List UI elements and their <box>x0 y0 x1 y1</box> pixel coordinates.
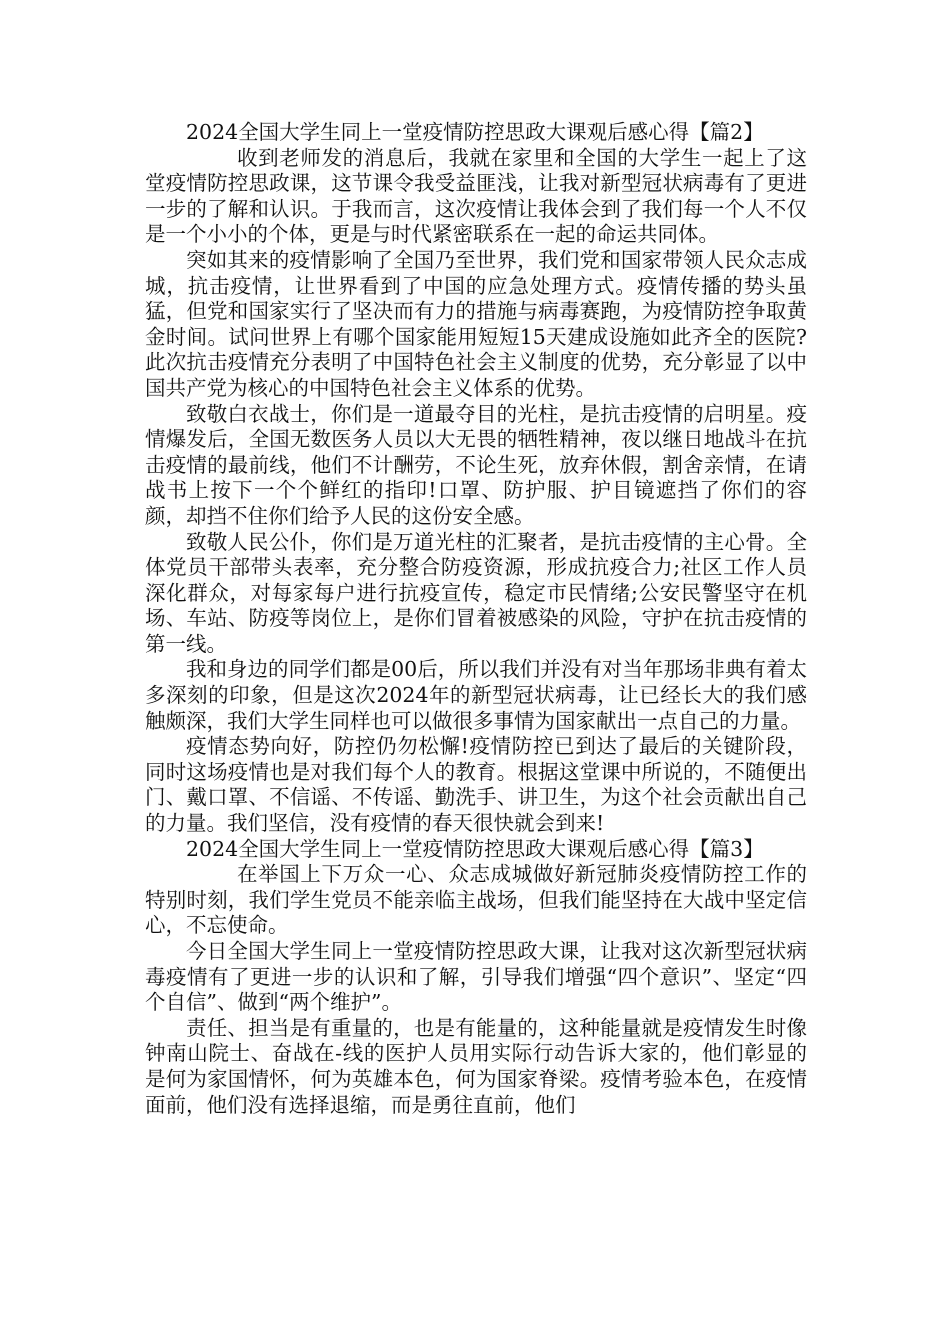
paragraph: 今日全国大学生同上一堂疫情防控思政大课，让我对这次新型冠状病毒疫情有了更进一步的认识和了解，引导我们增强“四个意识”、坚定“四个自信”、做到“两个维护”。 <box>145 939 807 1015</box>
paragraph: 在举国上下万众一心、众志成城做好新冠肺炎疫情防控工作的特别时刻，我们学生党员不能亲临主战场，但我们能坚持在大战中坚定信心，不忘使命。 <box>145 862 807 938</box>
document-page <box>145 120 807 1118</box>
paragraph: 疫情态势向好，防控仍勿松懈!疫情防控已到达了最后的关键阶段，同时这场疫情也是对我们每个人的教育。根据这堂课中所说的，不随便出门、戴口罩、不信谣、不传谣、勤洗手、讲卫生，为这个社会贡献出自己的力量。我们坚信，没有疫情的春天很快就会到来! <box>145 734 807 836</box>
paragraph: 致敬人民公仆，你们是万道光柱的汇聚者，是抗击疫情的主心骨。全体党员干部带头表率，充分整合防疫资源，形成抗疫合力;社区工作人员深化群众，对每家每户进行抗疫宣传，稳定市民情绪;公安民警坚守在机场、车站、防疫等岗位上，是你们冒着被感染的风险，守护在抗击疫情的第一线。 <box>145 529 807 656</box>
section-heading: 2024全国大学生同上一堂疫情防控思政大课观后感心得【篇2】 <box>186 120 764 144</box>
paragraph: 突如其来的疫情影响了全国乃至世界，我们党和国家带领人民众志成城，抗击疫情，让世界看到了中国的应急处理方式。疫情传播的势头虽猛，但党和国家实行了坚决而有力的措施与病毒赛跑，为疫情防控争取黄金时间。试问世界上有哪个国家能用短短15天建成设施如此齐全的医院?此次抗击疫情充分表明了中国特色社会主义制度的优势，充分彰显了以中国共产党为核心的中国特色社会主义体系的优势。 <box>145 247 807 400</box>
paragraph: 收到老师发的消息后，我就在家里和全国的大学生一起上了这堂疫情防控思政课，这节课令我受益匪浅，让我对新型冠状病毒有了更进一步的了解和认识。于我而言，这次疫情让我体会到了我们每一个人不仅是一个小小的个体，更是与时代紧密联系在一起的命运共同体。 <box>145 145 807 247</box>
paragraph: 我和身边的同学们都是00后，所以我们并没有对当年那场非典有着太多深刻的印象，但是这次2024年的新型冠状病毒，让已经长大的我们感触颇深，我们大学生同样也可以做很多事情为国家献出一点自己的力量。 <box>145 657 807 733</box>
paragraph: 责任、担当是有重量的，也是有能量的，这种能量就是疫情发生时像钟南山院士、奋战在-线的医护人员用实际行动告诉大家的，他们彰显的是何为家国情怀，何为英雄本色，何为国家脊梁。疫情考验本色，在疫情面前，他们没有选择退缩，而是勇往直前，他们 <box>145 1015 807 1117</box>
section-heading: 2024全国大学生同上一堂疫情防控思政大课观后感心得【篇3】 <box>186 836 764 861</box>
paragraph: 致敬白衣战士，你们是一道最夺目的光柱，是抗击疫情的启明星。疫情爆发后，全国无数医务人员以大无畏的牺牲精神，夜以继日地战斗在抗击疫情的最前线，他们不计酬劳，不论生死，放弃休假，割舍亲情，在请战书上按下一个个鲜红的指印!口罩、防护服、护目镜遮挡了你们的容颜，却挡不住你们给予人民的这份安全感。 <box>145 401 807 528</box>
